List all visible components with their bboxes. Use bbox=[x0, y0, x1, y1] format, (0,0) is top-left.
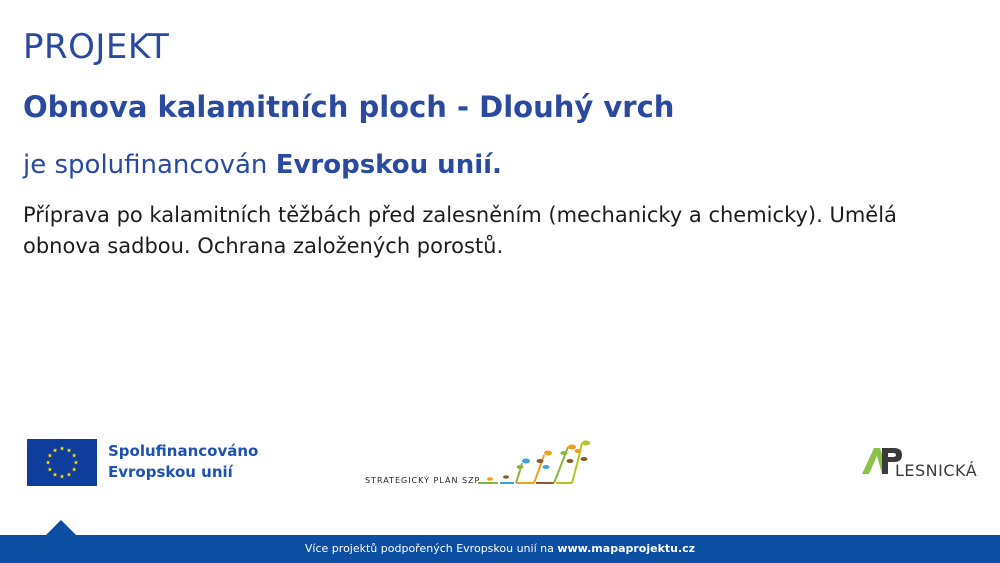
page-heading: PROJEKT bbox=[23, 27, 170, 67]
footer-link[interactable]: www.mapaprojektu.cz bbox=[557, 542, 696, 555]
eu-star-icon bbox=[46, 460, 51, 464]
eu-flag-icon bbox=[27, 439, 97, 486]
cofinance-prefix: je spolufinancován bbox=[23, 150, 276, 180]
eu-star-icon bbox=[72, 453, 77, 457]
eu-star-icon bbox=[74, 460, 79, 464]
footer-text: Více projektů podpořených Evropskou unií na bbox=[304, 542, 558, 555]
eu-star-icon bbox=[72, 467, 77, 471]
eu-star-icon bbox=[53, 472, 58, 476]
eu-star-icon bbox=[53, 448, 58, 452]
eu-logo-line2: Evropskou unií bbox=[108, 463, 233, 481]
project-description: Příprava po kalamitních těžbách před zalesněním (mechanicky a chemicky). Umělá obnova sadbou. Ochrana založených porostů. bbox=[23, 203, 897, 258]
eu-star-icon bbox=[48, 467, 53, 471]
eu-star-icon bbox=[60, 446, 65, 450]
footer-bar bbox=[0, 535, 1000, 563]
szp-logo-text: STRATEGICKÝ PLÁN SZP bbox=[365, 476, 481, 485]
eu-star-icon bbox=[67, 448, 72, 452]
ap-logo-text: LESNICKÁ bbox=[895, 461, 978, 480]
project-name: Obnova kalamitních ploch - Dlouhý vrch bbox=[23, 90, 675, 124]
cofinance-emphasis: Evropskou unií. bbox=[275, 150, 502, 180]
footer-notch bbox=[46, 520, 76, 535]
eu-cofinance-logo-text bbox=[108, 441, 258, 483]
eu-star-icon bbox=[60, 474, 65, 478]
eu-star-icon bbox=[67, 472, 72, 476]
eu-logo-line1: Spolufinancováno bbox=[108, 442, 259, 460]
szp-logo-icon bbox=[476, 437, 594, 489]
eu-star-icon bbox=[48, 453, 53, 457]
cofinance-line bbox=[23, 150, 502, 180]
